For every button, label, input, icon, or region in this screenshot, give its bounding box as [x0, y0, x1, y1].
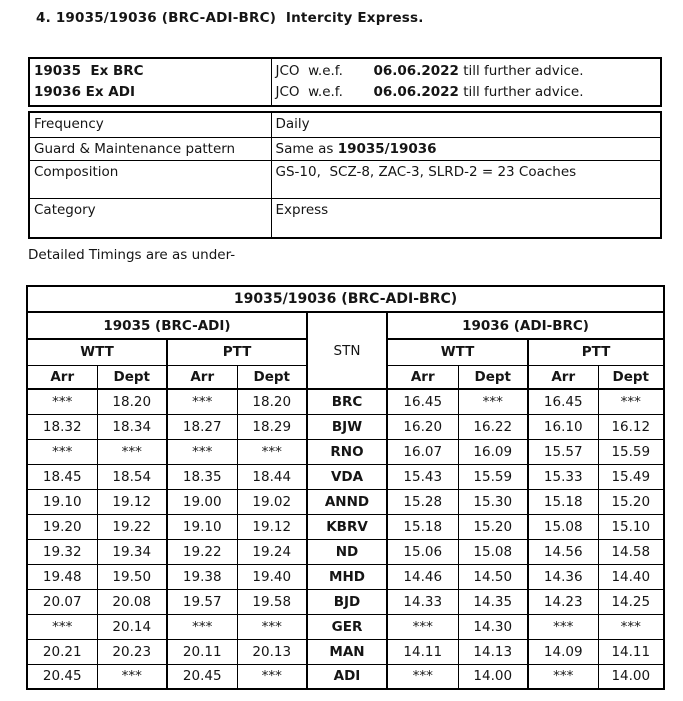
timetable [26, 285, 665, 690]
station-cell: KBRV [307, 514, 387, 539]
time-cell: 20.13 [237, 639, 307, 664]
time-cell: 14.11 [598, 639, 664, 664]
jco-line-2 [276, 82, 657, 103]
right-group-header: 19036 (ADI-BRC) [387, 312, 664, 339]
time-cell: 19.12 [237, 514, 307, 539]
timetable-body [27, 389, 664, 689]
time-cell: 15.08 [528, 514, 598, 539]
station-cell: BRC [307, 389, 387, 414]
time-cell: 15.20 [598, 489, 664, 514]
time-cell: 16.10 [528, 414, 598, 439]
page-title: 4. 19035/19036 (BRC-ADI-BRC) Intercity Express. [36, 10, 424, 26]
time-cell: *** [598, 614, 664, 639]
timetable-row [27, 639, 664, 664]
time-cell: 14.11 [387, 639, 458, 664]
train-1-label: 19035 Ex BRC [34, 63, 144, 79]
service-info-row [29, 58, 661, 106]
time-cell: 19.50 [97, 564, 167, 589]
time-cell: 20.07 [27, 589, 97, 614]
time-cell: 15.59 [598, 439, 664, 464]
time-cell: 19.00 [167, 489, 237, 514]
time-cell: 19.58 [237, 589, 307, 614]
jco-line-1 [276, 61, 657, 82]
timetable-row [27, 414, 664, 439]
station-cell: MAN [307, 639, 387, 664]
time-cell: 16.07 [387, 439, 458, 464]
detail-label: Frequency [29, 112, 271, 137]
detail-value [271, 137, 661, 160]
time-cell: *** [598, 389, 664, 414]
detail-label: Guard & Maintenance pattern [29, 137, 271, 160]
time-cell: 16.12 [598, 414, 664, 439]
time-cell: 16.22 [458, 414, 528, 439]
time-cell: 14.25 [598, 589, 664, 614]
station-cell: MHD [307, 564, 387, 589]
time-cell: 15.30 [458, 489, 528, 514]
time-cell: 14.09 [528, 639, 598, 664]
dept-header: Dept [237, 365, 307, 389]
detail-value: Express [271, 198, 661, 238]
time-cell: *** [237, 664, 307, 689]
ptt-header-left: PTT [167, 339, 307, 365]
station-cell: ANND [307, 489, 387, 514]
time-cell: 18.29 [237, 414, 307, 439]
time-cell: *** [27, 439, 97, 464]
details-table [28, 111, 662, 239]
station-cell: RNO [307, 439, 387, 464]
arr-header: Arr [167, 365, 237, 389]
time-cell: 19.38 [167, 564, 237, 589]
time-cell: 14.30 [458, 614, 528, 639]
dept-header: Dept [97, 365, 167, 389]
time-cell: *** [528, 664, 598, 689]
time-cell: *** [97, 664, 167, 689]
detail-value: GS-10, SCZ-8, ZAC-3, SLRD-2 = 23 Coaches [271, 160, 661, 198]
train-numbers-cell [29, 58, 271, 106]
time-cell: 18.32 [27, 414, 97, 439]
time-cell: 14.36 [528, 564, 598, 589]
details-row-frequency [29, 112, 661, 137]
time-cell: 19.24 [237, 539, 307, 564]
time-cell: 16.45 [387, 389, 458, 414]
timetable-row [27, 564, 664, 589]
time-cell: 14.00 [458, 664, 528, 689]
time-cell: *** [528, 614, 598, 639]
time-cell: 14.50 [458, 564, 528, 589]
time-cell: 14.35 [458, 589, 528, 614]
stn-column-header: STN [307, 312, 387, 389]
timetable-row [27, 389, 664, 414]
time-cell: 19.02 [237, 489, 307, 514]
station-cell: VDA [307, 464, 387, 489]
station-cell: ND [307, 539, 387, 564]
dept-header: Dept [598, 365, 664, 389]
time-cell: 18.35 [167, 464, 237, 489]
station-cell: BJW [307, 414, 387, 439]
time-cell: 19.32 [27, 539, 97, 564]
time-cell: 20.45 [27, 664, 97, 689]
time-cell: 19.10 [27, 489, 97, 514]
jco-cell [271, 58, 661, 106]
time-cell: *** [27, 614, 97, 639]
time-cell: *** [237, 439, 307, 464]
station-cell: ADI [307, 664, 387, 689]
effective-date: 06.06.2022 [373, 63, 459, 79]
time-cell: 18.27 [167, 414, 237, 439]
jco-suffix: till further advice. [463, 84, 584, 100]
time-cell: 16.09 [458, 439, 528, 464]
time-cell: 19.34 [97, 539, 167, 564]
timetable-row [27, 489, 664, 514]
time-cell: 20.08 [97, 589, 167, 614]
timetable-row [27, 464, 664, 489]
timetable-row [27, 439, 664, 464]
time-cell: 15.57 [528, 439, 598, 464]
time-cell: *** [387, 614, 458, 639]
time-cell: 15.28 [387, 489, 458, 514]
details-row-guard-pattern [29, 137, 661, 160]
arr-header: Arr [387, 365, 458, 389]
jco-suffix: till further advice. [463, 63, 584, 79]
time-cell: 20.45 [167, 664, 237, 689]
time-cell: 18.54 [97, 464, 167, 489]
timetable-row [27, 664, 664, 689]
time-cell: 18.45 [27, 464, 97, 489]
jco-prefix: JCO w.e.f. [275, 84, 343, 100]
details-row-composition [29, 160, 661, 198]
detail-value-prefix: Same as [275, 140, 338, 157]
time-cell: 14.46 [387, 564, 458, 589]
time-cell: 18.20 [97, 389, 167, 414]
details-row-category [29, 198, 661, 238]
jco-prefix: JCO w.e.f. [275, 63, 343, 79]
time-cell: 14.40 [598, 564, 664, 589]
time-cell: 15.49 [598, 464, 664, 489]
time-cell: 20.21 [27, 639, 97, 664]
train-2-label: 19036 Ex ADI [34, 84, 135, 100]
effective-date: 06.06.2022 [373, 84, 459, 100]
time-cell: 14.13 [458, 639, 528, 664]
time-cell: 19.48 [27, 564, 97, 589]
left-group-header: 19035 (BRC-ADI) [27, 312, 307, 339]
time-cell: 15.10 [598, 514, 664, 539]
time-cell: 19.22 [167, 539, 237, 564]
time-cell: 19.10 [167, 514, 237, 539]
time-cell: *** [237, 614, 307, 639]
time-cell: 14.23 [528, 589, 598, 614]
time-cell: 20.23 [97, 639, 167, 664]
time-cell: 15.06 [387, 539, 458, 564]
time-cell: 20.11 [167, 639, 237, 664]
time-cell: 19.22 [97, 514, 167, 539]
time-cell: 15.20 [458, 514, 528, 539]
time-cell: 16.20 [387, 414, 458, 439]
service-info-table [28, 57, 662, 107]
time-cell: 19.57 [167, 589, 237, 614]
timetable-row [27, 614, 664, 639]
arr-header: Arr [27, 365, 97, 389]
wtt-header-right: WTT [387, 339, 528, 365]
detail-value: Daily [271, 112, 661, 137]
time-cell: 19.40 [237, 564, 307, 589]
station-cell: GER [307, 614, 387, 639]
time-cell: 15.08 [458, 539, 528, 564]
time-cell: *** [458, 389, 528, 414]
detail-label: Composition [29, 160, 271, 198]
timetable-title-row [27, 286, 664, 312]
time-cell: 15.43 [387, 464, 458, 489]
time-cell: 19.12 [97, 489, 167, 514]
timetable-title: 19035/19036 (BRC-ADI-BRC) [27, 286, 664, 312]
time-cell: 20.14 [97, 614, 167, 639]
time-cell: 19.20 [27, 514, 97, 539]
time-cell: 18.44 [237, 464, 307, 489]
detail-label: Category [29, 198, 271, 238]
time-cell: 15.18 [528, 489, 598, 514]
time-cell: 14.00 [598, 664, 664, 689]
wtt-header-left: WTT [27, 339, 167, 365]
time-cell: 15.33 [528, 464, 598, 489]
dept-header: Dept [458, 365, 528, 389]
time-cell: 15.59 [458, 464, 528, 489]
time-cell: 18.34 [97, 414, 167, 439]
time-cell: 18.20 [237, 389, 307, 414]
time-cell: 14.33 [387, 589, 458, 614]
time-cell: *** [167, 439, 237, 464]
time-cell: *** [167, 614, 237, 639]
station-cell: BJD [307, 589, 387, 614]
time-cell: 16.45 [528, 389, 598, 414]
timetable-row [27, 539, 664, 564]
time-cell: *** [387, 664, 458, 689]
time-cell: *** [27, 389, 97, 414]
timetable-row [27, 514, 664, 539]
time-cell: *** [97, 439, 167, 464]
ptt-header-right: PTT [528, 339, 664, 365]
time-cell: 14.56 [528, 539, 598, 564]
time-cell: *** [167, 389, 237, 414]
timings-note: Detailed Timings are as under- [28, 247, 236, 263]
timetable-row [27, 589, 664, 614]
arr-header: Arr [528, 365, 598, 389]
timetable-group-row [27, 312, 664, 339]
time-cell: 14.58 [598, 539, 664, 564]
detail-value-bold: 19035/19036 [337, 140, 437, 157]
time-cell: 15.18 [387, 514, 458, 539]
